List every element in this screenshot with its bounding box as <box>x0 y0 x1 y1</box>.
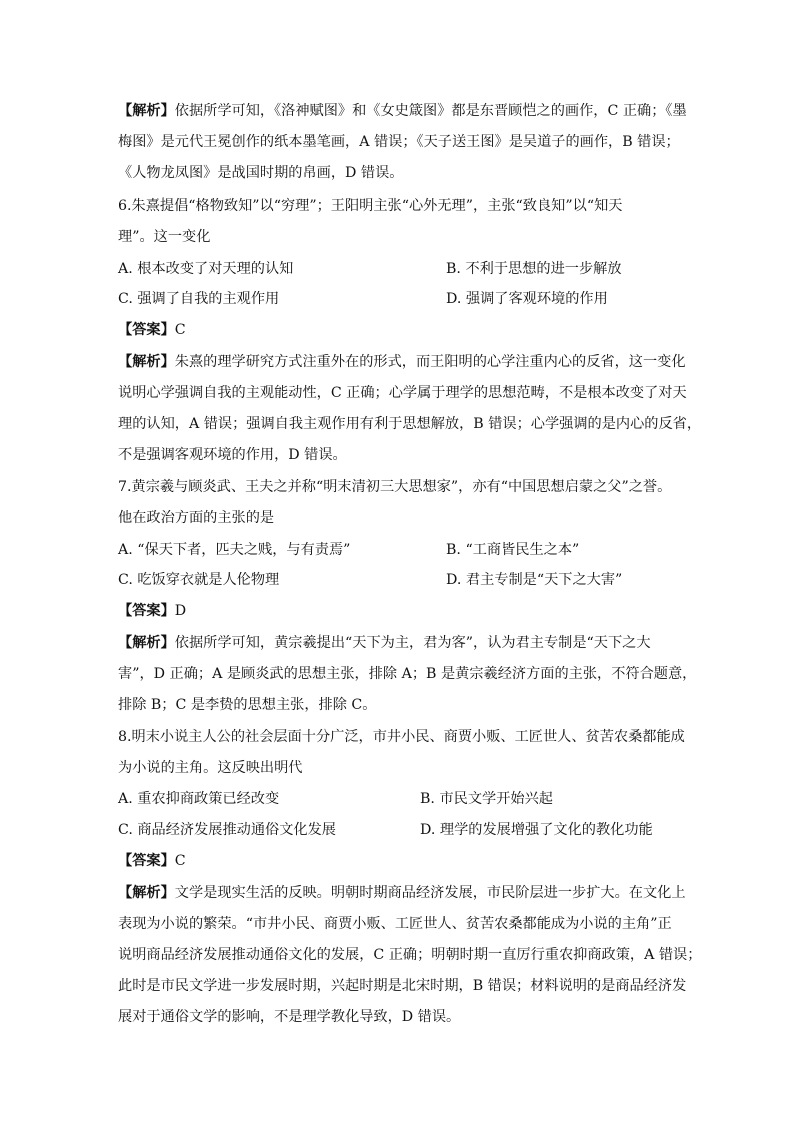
q7-option-d: D. 君主专制是“天下之大害” <box>446 572 623 588</box>
q6-analysis-line-2: 说明心学强调自我的主观能动性，C 正确；心学属于理学的思想范畴，不是根本改变了对天 <box>118 385 687 401</box>
prev-analysis-line-1: 【解析】依据所学可知，《洛神赋图》和《女史箴图》都是东晋顾恺之的画作，C 正确；《墨 <box>118 103 687 119</box>
q8-stem-line-1: 8.明末小说主人公的社会层面十分广泛，市井小民、商贾小贩、工匠世人、贫苦农桑都能成 <box>118 729 685 745</box>
q8-stem-line-2: 为小说的主角。这反映出明代 <box>118 760 303 776</box>
q6-analysis-line-1: 【解析】朱熹的理学研究方式注重外在的形式，而王阳明的心学注重内心的反省，这一变化 <box>118 354 686 370</box>
answer-tag: 【答案】 <box>118 853 175 869</box>
q7-analysis-line-2: 害”，D 正确；A 是顾炎武的思想主张，排除 A；B 是黄宗羲经济方面的主张，不符合题意， <box>118 666 697 682</box>
q6-option-a: A. 根本改变了对天理的认知 <box>118 261 294 277</box>
answer-tag: 【答案】 <box>118 603 175 619</box>
q7-option-a: A. “保天下者，匹夫之贱，与有责焉” <box>118 542 351 558</box>
q8-option-b: B. 市民文学开始兴起 <box>420 791 553 807</box>
q6-option-d: D. 强调了客观环境的作用 <box>446 291 608 307</box>
q7-stem-line-1: 7.黄宗羲与顾炎武、王夫之并称“明末清初三大思想家”，亦有“中国思想启蒙之父”之誉。 <box>118 479 672 495</box>
analysis-tag: 【解析】 <box>118 635 175 651</box>
q6-option-c: C. 强调了自我的主观作用 <box>118 291 280 307</box>
q8-option-a: A. 重农抑商政策已经改变 <box>118 791 280 807</box>
q7-stem-line-2: 他在政治方面的主张的是 <box>118 510 275 526</box>
q7-answer: 【答案】D <box>118 603 187 619</box>
q8-analysis-line-5: 展对于通俗文学的影响，不是理学教化导致，D 错误。 <box>118 1009 461 1025</box>
q6-stem-line-2: 理”。这一变化 <box>118 229 211 245</box>
prev-analysis-line-2: 梅图》是元代王冕创作的纸本墨笔画，A 错误；《天子送王图》是吴道子的画作，B 错误； <box>118 134 680 150</box>
q6-analysis-line-3: 理的认知，A 错误；强调自我主观作用有利于思想解放，B 错误；心学强调的是内心的反省， <box>118 416 702 432</box>
analysis-tag: 【解析】 <box>118 354 175 370</box>
q7-analysis-line-3: 排除 B；C 是李贽的思想主张，排除 C。 <box>118 697 377 713</box>
q8-answer: 【答案】C <box>118 853 186 869</box>
q8-analysis-line-2: 表现为小说的繁荣。“市井小民、商贾小贩、工匠世人、贫苦农桑都能成为小说的主角”正 <box>118 916 672 932</box>
q8-option-c: C. 商品经济发展推动通俗文化发展 <box>118 822 336 838</box>
analysis-tag: 【解析】 <box>118 885 175 901</box>
q6-option-b: B. 不利于思想的进一步解放 <box>446 261 622 277</box>
answer-tag: 【答案】 <box>118 322 175 338</box>
q8-option-d: D. 理学的发展增强了文化的教化功能 <box>420 822 653 838</box>
q7-option-b: B. “工商皆民生之本” <box>446 542 580 558</box>
q6-stem-line-1: 6.朱熹提倡“格物致知”以“穷理”；王阳明主张“心外无理”，主张“致良知”以“知天 <box>118 198 623 214</box>
q8-analysis-line-3: 说明商品经济发展推动通俗文化的发展，C 正确；明朝时期一直厉行重农抑商政策，A 错误； <box>118 947 702 963</box>
q7-analysis-line-1: 【解析】依据所学可知，黄宗羲提出“天下为主，君为客”，认为君主专制是“天下之大 <box>118 635 651 651</box>
q6-analysis-line-4: 不是强调客观环境的作用，D 错误。 <box>118 447 347 463</box>
q8-analysis-line-1: 【解析】文学是现实生活的反映。明朝时期商品经济发展，市民阶层进一步扩大。在文化上 <box>118 885 686 901</box>
q7-option-c: C. 吃饭穿衣就是人伦物理 <box>118 572 280 588</box>
prev-analysis-line-3: 《人物龙凤图》是战国时期的帛画，D 错误。 <box>118 165 404 181</box>
q6-answer: 【答案】C <box>118 322 186 338</box>
analysis-tag: 【解析】 <box>118 103 175 119</box>
q8-analysis-line-4: 此时是市民文学进一步发展时期，兴起时期是北宋时期，B 错误；材料说明的是商品经济发 <box>118 978 687 994</box>
